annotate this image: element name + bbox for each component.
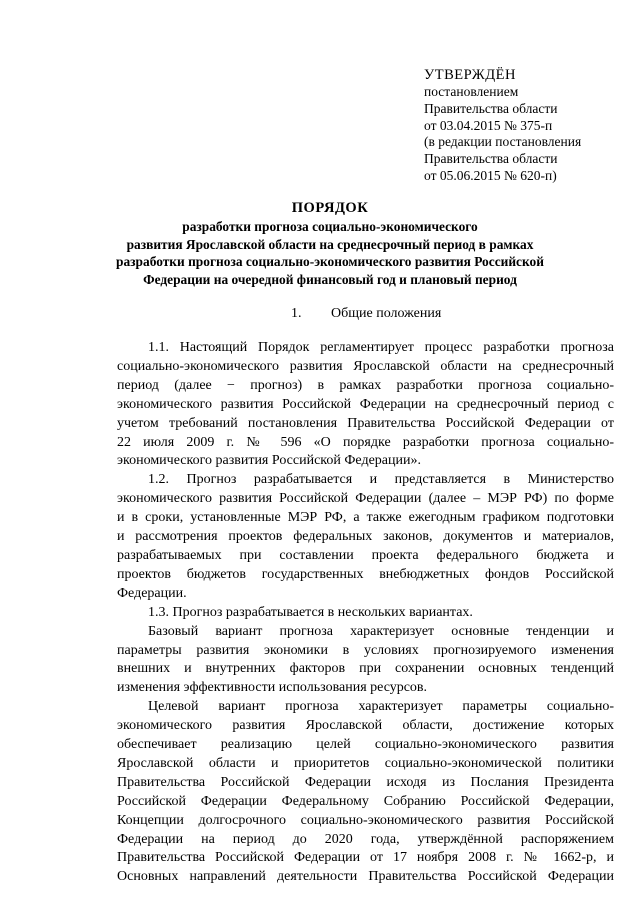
section-heading: [291, 306, 441, 322]
paragraph-line: Правительства Российской Федерации исходя из Послания Президента: [117, 774, 614, 790]
approval-line: (в редакции постановления: [424, 134, 582, 150]
approval-stamp: [424, 66, 634, 185]
paragraph-line: Ярославской области и приоритетов социально-экономической политики: [117, 755, 614, 771]
document-title: [100, 199, 560, 288]
paragraph-line: изменения эффективности использования ресурсов.: [117, 680, 428, 696]
paragraph-line: 22 июля 2009 г. № 596 «О порядке разработки прогноза социально-: [117, 434, 614, 450]
approval-line: от 05.06.2015 № 620-п): [424, 167, 557, 183]
approval-line: Правительства области: [424, 151, 558, 167]
approval-line: постановлением: [424, 84, 519, 99]
body-text: [117, 339, 614, 887]
paragraph-line: разрабатываемых при составлении проекта федерального бюджета и: [117, 547, 614, 563]
paragraph-line: параметры развития экономики в условиях прогнозируемого изменения: [117, 642, 614, 658]
paragraph-line: 1.1. Настоящий Порядок регламентирует процесс разработки прогноза: [148, 340, 614, 355]
paragraph-line: Российской Федерации Федеральному Собранию Российской Федерации,: [117, 793, 614, 809]
paragraph-line: внешних и внутренних факторов при сохранении основных тенденций: [117, 661, 614, 677]
paragraph-line: 1.2. Прогноз разрабатывается и представляется в Министерство: [148, 472, 614, 488]
approval-line: от 03.04.2015 № 375-п: [424, 117, 553, 133]
paragraph-line: Основных направлений деятельности Правительства Российской Федерации: [117, 869, 614, 885]
title-line: Федерации на очередной финансовый год и плановый период: [143, 271, 517, 287]
paragraph-line: и рассмотрения проектов федеральных законов, документов и материалов,: [117, 529, 614, 545]
paragraph-line: 1.3. Прогноз разрабатывается в нескольких вариантах.: [148, 604, 473, 620]
paragraph-line: обеспечивает реализацию целей социально-экономического развития: [117, 737, 614, 753]
approval-heading: УТВЕРЖДЁН: [424, 67, 516, 83]
section-number: 1.: [291, 306, 302, 321]
title-line: развития Ярославской области на среднесрочный период в рамках: [126, 236, 534, 252]
paragraph-line: и в сроки, установленные МЭР РФ, а также ежегодным графиком подготовки: [117, 510, 614, 526]
paragraph-line: Концепции долгосрочного социально-экономического развития Российской: [117, 812, 614, 828]
paragraph-line: экономического развития Российской Федерации (далее – МЭР РФ) по форме: [117, 491, 614, 507]
paragraph-line: экономического развития Российской Федерации на среднесрочный период с: [117, 396, 614, 412]
title-main: ПОРЯДОК: [291, 200, 369, 216]
paragraph-line: Правительства Российской Федерации от 17 ноября 2008 г. № 1662-р, и: [117, 850, 614, 866]
paragraph-line: экономического развития Ярославской области, достижение которых: [117, 718, 614, 734]
paragraph-line: проектов бюджетов государственных внебюджетных фондов Российской: [117, 566, 614, 582]
paragraph-line: Федерации.: [117, 585, 187, 601]
section-title: Общие положения: [331, 306, 442, 321]
paragraph-line: Федерации на период до 2020 года, утверждённой распоряжением: [117, 831, 614, 847]
paragraph-line: учетом требований постановления Правительства Российской Федерации от: [117, 415, 614, 431]
paragraph-line: Целевой вариант прогноза характеризует параметры социально-: [148, 699, 614, 715]
approval-line: Правительства области: [424, 100, 558, 116]
paragraph-line: Базовый вариант прогноза характеризует основные тенденции и: [148, 623, 614, 639]
title-line: разработки прогноза социально-экономического развития Российской: [116, 254, 544, 269]
paragraph-line: период (далее − прогноз) в рамках разработки прогноза социально-: [117, 377, 614, 393]
paragraph-line: социально-экономического развития Ярославской области на среднесрочный: [117, 358, 614, 374]
paragraph-line: экономического развития Российской Федерации».: [117, 453, 421, 469]
title-line: разработки прогноза социально-экономического: [182, 219, 478, 234]
